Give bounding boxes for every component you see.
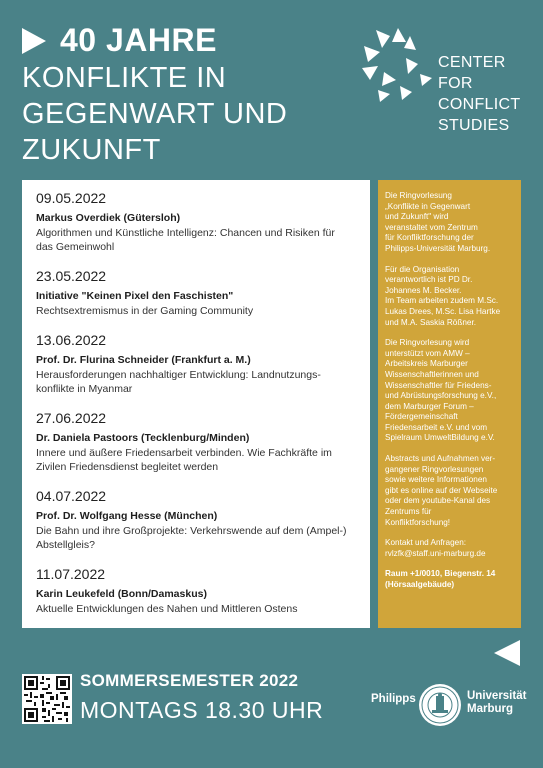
info-line: oder dem youtube-Kanal des [385, 496, 491, 506]
info-line: Lukas Drees, M.Sc. Lisa Hartke [385, 306, 501, 316]
desc-line: Zivilen Friedensdienst begleitet werden [36, 461, 219, 473]
info-panel [378, 180, 521, 628]
desc-line: Abstellgleis? [36, 539, 95, 551]
logo-line: STUDIES [438, 117, 510, 134]
back-triangle-icon [494, 640, 520, 666]
room-line: (Hörsaalgebäude) [385, 580, 455, 589]
schedule-entry [36, 189, 356, 254]
schedule-entry [36, 487, 356, 552]
entry-speaker: Dr. Daniela Pastoors (Tecklenburg/Minden) [36, 432, 250, 444]
info-line: Wissenschaftlerinnen und [385, 369, 479, 379]
schedule-entry [36, 409, 356, 474]
contact-email-link[interactable]: rvlzfk@staff.uni-marburg.de [385, 548, 486, 558]
title-line: KONFLIKTE IN [22, 62, 227, 94]
logo-line: CONFLICT [438, 96, 521, 113]
logo-line: CENTER [438, 54, 506, 71]
university-name-right-top: Universität [467, 690, 527, 702]
title-main-text: 40 JAHRE [60, 22, 217, 58]
logo-line: FOR [438, 75, 473, 92]
entry-description [36, 446, 356, 474]
schedule-entry [36, 267, 356, 318]
info-line: Johannes M. Becker. [385, 285, 462, 295]
time-label: MONTAGS 18.30 UHR [80, 697, 324, 723]
info-line: Für die Organisation [385, 264, 460, 274]
info-line: Zentrums für [385, 507, 432, 517]
title-line: GEGENWART UND [22, 98, 288, 130]
info-line: für Konfliktforschung der [385, 233, 474, 243]
info-paragraph [385, 454, 514, 528]
logo-text [438, 52, 520, 136]
info-line: veranstaltet vom Zentrum [385, 222, 478, 232]
desc-line: Innere und äußere Friedensarbeit verbinden. Wie Fachkräfte im [36, 447, 332, 459]
info-line: gangener Ringvorlesungen [385, 464, 484, 474]
info-line: und M.A. Saskia Rößner. [385, 317, 477, 327]
info-paragraph [385, 338, 514, 444]
info-line: verantwortlich ist PD Dr. [385, 275, 473, 285]
entry-date: 09.05.2022 [36, 190, 107, 206]
info-line: dem Marburger Forum – [385, 401, 474, 411]
info-line: „Konflikte in Gegenwart [385, 201, 471, 211]
title-main [22, 22, 217, 59]
info-line: gibt es online auf der Webseite [385, 485, 498, 495]
entry-description [36, 524, 356, 552]
center-for-conflict-studies-logo-icon [360, 28, 434, 102]
entry-speaker: Markus Overdiek (Gütersloh) [36, 212, 181, 224]
entry-speaker: Prof. Dr. Wolfgang Hesse (München) [36, 510, 218, 522]
entry-date: 11.07.2022 [36, 566, 106, 582]
entry-speaker: Karin Leukefeld (Bonn/Damaskus) [36, 588, 207, 600]
info-line: Kontakt und Anfragen: [385, 538, 467, 548]
info-line: sowie weitere Informationen [385, 475, 487, 485]
entry-date: 23.05.2022 [36, 268, 107, 284]
desc-line: Die Bahn und ihre Großprojekte: Verkehrswende auf dem (Ampel-) [36, 525, 347, 537]
info-line: Spielraum UmweltBildung e.V. [385, 433, 495, 443]
info-line: Abstracts und Aufnahmen ver- [385, 454, 496, 464]
qr-code-icon [22, 674, 72, 724]
info-line: und Abrüstungsforschung e.V., [385, 391, 497, 401]
desc-line: das Gemeinwohl [36, 241, 115, 253]
room-line: Raum +1/0010, Biegenstr. 14 [385, 569, 496, 579]
entry-date: 27.06.2022 [36, 410, 107, 426]
info-line: Die Ringvorlesung wird [385, 338, 470, 348]
university-name-left: Philipps [371, 693, 416, 705]
schedule-panel [22, 180, 370, 628]
title-line: ZUKUNFT [22, 134, 161, 166]
entry-date: 04.07.2022 [36, 488, 107, 504]
info-line: Arbeitskreis Marburger [385, 359, 468, 369]
entry-description [36, 368, 356, 396]
desc-line: Herausforderungen nachhaltiger Entwicklung: Landnutzungs- [36, 369, 321, 381]
entry-speaker: Prof. Dr. Flurina Schneider (Frankfurt a. M.) [36, 354, 251, 366]
play-triangle-icon [22, 28, 46, 54]
desc-line: Algorithmen und Künstliche Intelligenz: Chancen und Risiken für [36, 227, 335, 239]
title-subtitle [22, 60, 287, 168]
info-paragraph [385, 191, 514, 255]
info-line: Wissenschaftler für Friedens- [385, 380, 492, 390]
info-line: Friedensarbeit e.V. und vom [385, 422, 488, 432]
entry-speaker: Initiative "Keinen Pixel den Faschisten" [36, 290, 234, 302]
desc-line: Aktuelle Entwicklungen des Nahen und Mittleren Ostens [36, 603, 298, 615]
info-paragraph [385, 265, 514, 329]
schedule-entry [36, 565, 356, 616]
entry-date: 13.06.2022 [36, 332, 107, 348]
entry-description [36, 602, 356, 616]
university-name-right-bottom: Marburg [467, 703, 513, 715]
info-line: und Zukunft" wird [385, 212, 449, 222]
info-line: Konfliktforschung! [385, 517, 451, 527]
university-seal-icon [418, 683, 462, 727]
info-line: Fördergemeinschaft [385, 412, 458, 422]
info-paragraph [385, 538, 514, 559]
semester-label: SOMMERSEMESTER 2022 [80, 671, 299, 690]
entry-description [36, 304, 356, 318]
schedule-entry [36, 331, 356, 396]
desc-line: Rechtsextremismus in der Gaming Community [36, 305, 254, 317]
room-info [385, 569, 514, 590]
info-line: unterstützt vom AMW – [385, 348, 470, 358]
entry-description [36, 226, 356, 254]
info-line: Die Ringvorlesung [385, 191, 452, 200]
info-line: Philipps-Universität Marburg. [385, 243, 491, 253]
desc-line: konflikte in Myanmar [36, 383, 133, 395]
info-line: Im Team arbeiten zudem M.Sc. [385, 296, 499, 306]
